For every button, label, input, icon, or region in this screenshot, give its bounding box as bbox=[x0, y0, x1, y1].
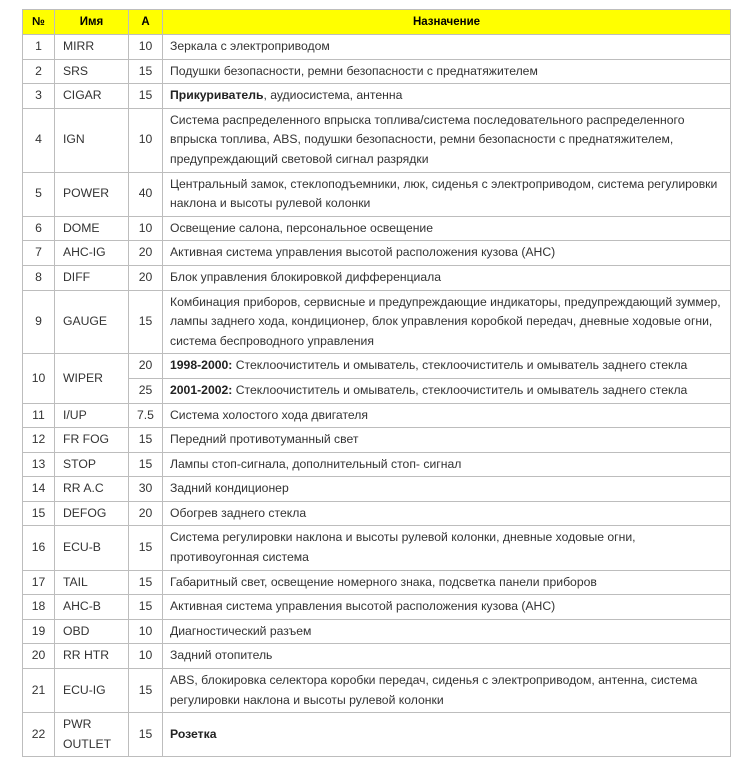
row-num: 2 bbox=[23, 59, 55, 84]
purpose-text: Задний кондиционер bbox=[170, 481, 289, 496]
row-num: 12 bbox=[23, 428, 55, 453]
row-amp: 40 bbox=[129, 172, 163, 216]
row-num: 11 bbox=[23, 403, 55, 428]
row-name: ECU-B bbox=[55, 526, 129, 570]
row-name: FR FOG bbox=[55, 428, 129, 453]
purpose-text: Зеркала с электроприводом bbox=[170, 39, 330, 53]
purpose-text: Стеклоочиститель и омыватель, стеклоочиститель и омыватель заднего стекла bbox=[232, 358, 688, 373]
table-row bbox=[23, 378, 731, 403]
row-num: 22 bbox=[23, 713, 55, 757]
row-amp: 7.5 bbox=[129, 403, 163, 428]
purpose-text: Активная система управления высотой расположения кузова (АНС) bbox=[170, 245, 556, 260]
row-amp: 30 bbox=[129, 477, 163, 502]
row-name: TAIL bbox=[55, 570, 129, 595]
row-name: RR A.C bbox=[55, 477, 129, 502]
row-num: 4 bbox=[23, 108, 55, 172]
purpose-bold: Розетка bbox=[170, 727, 217, 742]
row-num: 9 bbox=[23, 290, 55, 354]
row-amp: 20 bbox=[129, 241, 163, 266]
table-row bbox=[23, 644, 731, 669]
purpose-text: Передний противотуманный свет bbox=[170, 432, 359, 447]
row-name: PWR OUTLET bbox=[55, 713, 129, 757]
row-name: DIFF bbox=[55, 265, 129, 290]
row-num: 10 bbox=[23, 354, 55, 403]
row-name: DEFOG bbox=[55, 501, 129, 526]
row-num: 1 bbox=[23, 35, 55, 60]
row-amp: 20 bbox=[129, 265, 163, 290]
row-amp: 10 bbox=[129, 644, 163, 669]
table-row bbox=[23, 570, 731, 595]
table-row bbox=[23, 501, 731, 526]
row-purpose bbox=[163, 216, 731, 241]
row-purpose bbox=[163, 84, 731, 109]
header-row bbox=[23, 10, 731, 35]
row-name: GAUGE bbox=[55, 290, 129, 354]
purpose-text: , аудиосистема, антенна bbox=[263, 88, 403, 103]
row-amp: 10 bbox=[129, 216, 163, 241]
row-purpose bbox=[163, 35, 731, 60]
row-amp: 20 bbox=[129, 354, 163, 379]
row-purpose bbox=[163, 403, 731, 428]
table-row bbox=[23, 108, 731, 172]
table-row bbox=[23, 265, 731, 290]
table-row bbox=[23, 526, 731, 570]
purpose-text: Диагностический разъем bbox=[170, 623, 312, 638]
row-name: POWER bbox=[55, 172, 129, 216]
purpose-text: Система регулировки наклона и высоты рулевой колонки, дневные ходовые огни, противоугонная система bbox=[170, 530, 636, 565]
row-purpose bbox=[163, 644, 731, 669]
fuse-table bbox=[22, 9, 731, 757]
purpose-text: Лампы стоп-сигнала, дополнительный стоп- сигнал bbox=[170, 456, 462, 471]
row-num: 16 bbox=[23, 526, 55, 570]
row-num: 5 bbox=[23, 172, 55, 216]
purpose-text: Центральный замок, стеклоподъемники, люк, сиденья с электроприводом, система регулировки наклона и высоты рулевой колонки bbox=[170, 176, 718, 211]
header-amp: А bbox=[129, 10, 163, 35]
row-name: I/UP bbox=[55, 403, 129, 428]
row-num: 15 bbox=[23, 501, 55, 526]
row-amp: 15 bbox=[129, 669, 163, 713]
header-purpose: Назначение bbox=[163, 10, 731, 35]
purpose-text: ABS, блокировка селектора коробки передач, сиденья с электроприводом, антенна, система регулировки наклона и высоты рулевой колонки bbox=[170, 673, 698, 707]
table-row bbox=[23, 595, 731, 620]
table-row bbox=[23, 84, 731, 109]
purpose-text: Комбинация приборов, сервисные и предупреждающие индикаторы, предупреждающий зуммер, лампы заднего хода, кондиционер, блок управления коробкой передач, дневные ходовые огни, система беспроводного управления bbox=[170, 294, 721, 348]
row-name: WIPER bbox=[55, 354, 129, 403]
purpose-text: Подушки безопасности, ремни безопасности с преднатяжителем bbox=[170, 63, 538, 78]
row-num: 6 bbox=[23, 216, 55, 241]
row-amp: 15 bbox=[129, 428, 163, 453]
row-amp: 10 bbox=[129, 619, 163, 644]
purpose-text: Стеклоочиститель и омыватель, стеклоочиститель и омыватель заднего стекла bbox=[232, 382, 688, 397]
table-row bbox=[23, 290, 731, 354]
row-amp: 15 bbox=[129, 290, 163, 354]
row-amp: 15 bbox=[129, 526, 163, 570]
row-amp: 15 bbox=[129, 452, 163, 477]
row-name: STOP bbox=[55, 452, 129, 477]
row-name: IGN bbox=[55, 108, 129, 172]
table-row bbox=[23, 216, 731, 241]
row-purpose bbox=[163, 669, 731, 713]
table-row bbox=[23, 619, 731, 644]
row-amp: 15 bbox=[129, 570, 163, 595]
table-row bbox=[23, 59, 731, 84]
row-num: 18 bbox=[23, 595, 55, 620]
table-row bbox=[23, 669, 731, 713]
row-purpose bbox=[163, 354, 731, 379]
row-purpose bbox=[163, 241, 731, 266]
row-purpose bbox=[163, 501, 731, 526]
row-num: 19 bbox=[23, 619, 55, 644]
row-amp: 25 bbox=[129, 378, 163, 403]
row-purpose bbox=[163, 595, 731, 620]
row-name: CIGAR bbox=[55, 84, 129, 109]
purpose-text: Система распределенного впрыска топлива/система последовательного распределенного впрыска топлива, ABS, подушки безопасности, ремни безопасности с преднатяжителем, предупреждающий световой сигнал разрядки bbox=[170, 112, 685, 166]
table-row bbox=[23, 713, 731, 757]
row-num: 13 bbox=[23, 452, 55, 477]
row-amp: 15 bbox=[129, 713, 163, 757]
table-row bbox=[23, 35, 731, 60]
row-name: ECU-IG bbox=[55, 669, 129, 713]
row-amp: 20 bbox=[129, 501, 163, 526]
row-purpose bbox=[163, 428, 731, 453]
row-purpose bbox=[163, 108, 731, 172]
header-num: № bbox=[23, 10, 55, 35]
row-purpose bbox=[163, 526, 731, 570]
row-amp: 10 bbox=[129, 35, 163, 60]
row-num: 17 bbox=[23, 570, 55, 595]
purpose-bold: Прикуриватель bbox=[170, 88, 264, 103]
row-num: 14 bbox=[23, 477, 55, 502]
purpose-text: Обогрев заднего стекла bbox=[170, 505, 307, 520]
row-purpose bbox=[163, 290, 731, 354]
row-name: MIRR bbox=[55, 35, 129, 60]
purpose-text: Активная система управления высотой расположения кузова (АНС) bbox=[170, 599, 556, 614]
row-purpose bbox=[163, 172, 731, 216]
row-purpose bbox=[163, 713, 731, 757]
row-num: 8 bbox=[23, 265, 55, 290]
row-num: 20 bbox=[23, 644, 55, 669]
row-purpose bbox=[163, 265, 731, 290]
table-row bbox=[23, 241, 731, 266]
row-name: OBD bbox=[55, 619, 129, 644]
row-name: SRS bbox=[55, 59, 129, 84]
row-amp: 15 bbox=[129, 595, 163, 620]
purpose-text: Задний отопитель bbox=[170, 648, 273, 663]
purpose-text: Освещение салона, персональное освещение bbox=[170, 220, 434, 235]
row-name: DOME bbox=[55, 216, 129, 241]
row-purpose bbox=[163, 570, 731, 595]
row-amp: 10 bbox=[129, 108, 163, 172]
row-purpose bbox=[163, 378, 731, 403]
row-purpose bbox=[163, 477, 731, 502]
row-purpose bbox=[163, 59, 731, 84]
purpose-bold: 2001-2002: bbox=[170, 382, 233, 397]
header-name: Имя bbox=[55, 10, 129, 35]
purpose-bold: 1998-2000: bbox=[170, 358, 233, 373]
row-amp: 15 bbox=[129, 84, 163, 109]
row-name: RR HTR bbox=[55, 644, 129, 669]
row-name: AHC-IG bbox=[55, 241, 129, 266]
table-row bbox=[23, 354, 731, 379]
purpose-text: Система холостого хода двигателя bbox=[170, 407, 368, 422]
table-row bbox=[23, 477, 731, 502]
table-row bbox=[23, 172, 731, 216]
row-amp: 15 bbox=[129, 59, 163, 84]
row-purpose bbox=[163, 452, 731, 477]
table-row bbox=[23, 403, 731, 428]
row-num: 3 bbox=[23, 84, 55, 109]
table-row bbox=[23, 452, 731, 477]
table-row bbox=[23, 428, 731, 453]
row-num: 21 bbox=[23, 669, 55, 713]
row-name: AHC-B bbox=[55, 595, 129, 620]
purpose-text: Габаритный свет, освещение номерного знака, подсветка панели приборов bbox=[170, 574, 597, 589]
purpose-text: Блок управления блокировкой дифференциала bbox=[170, 269, 442, 284]
row-purpose bbox=[163, 619, 731, 644]
row-num: 7 bbox=[23, 241, 55, 266]
